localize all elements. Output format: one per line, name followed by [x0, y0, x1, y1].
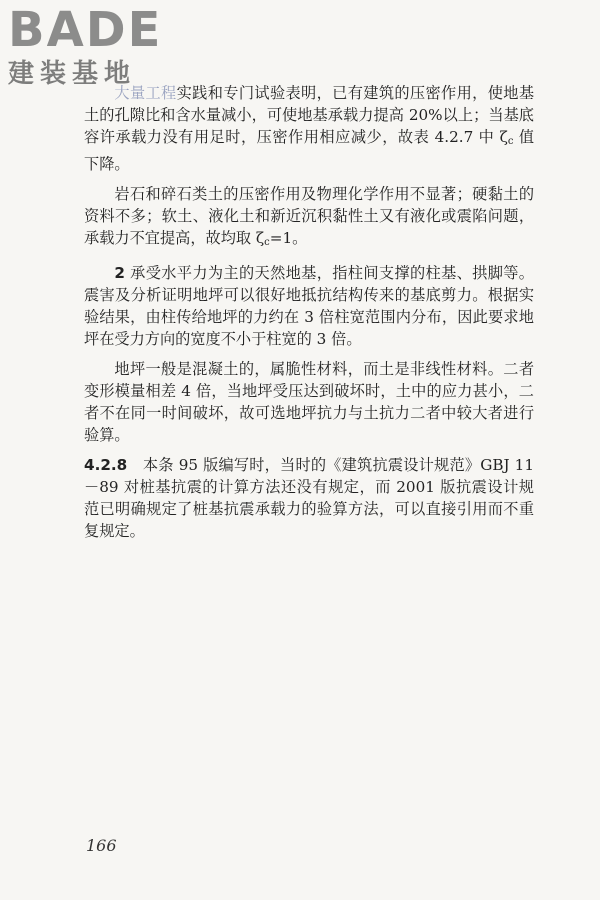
paragraph-3-text: 承受水平力为主的天然地基，指柱间支撑的柱基、拱脚等。震害及分析证明地坪可以很好地抵抗结构传来的基底剪力。根据实验结果，由柱传给地坪的力约在 3 倍柱宽范围内分布，因此要求地坪在受力方向的宽度不小于柱宽的 3 倍。 — [84, 264, 534, 348]
page-number: 166 — [86, 836, 117, 855]
logo-brand: BADE — [8, 2, 163, 58]
paragraph-2 — [84, 183, 534, 254]
paragraph-2-text: 岩石和碎石类土的压密作用及物理化学作用不显著；硬黏土的资料不多；软土、液化土和新近沉积黏性土又有液化或震陷问题，承载力不宜提高，故均取 ζ — [84, 185, 534, 247]
zeta-subscript: c — [507, 136, 514, 147]
paragraph-1-end: 值下降。 — [84, 128, 535, 173]
section-number: 4.2.8 — [84, 456, 128, 474]
paragraph-1 — [84, 82, 534, 175]
logo-subtitle: 建装基地 — [8, 59, 137, 89]
paragraph-2-end: =1。 — [269, 229, 308, 247]
paragraph-3 — [84, 262, 534, 350]
zeta-subscript: c — [264, 237, 270, 248]
paragraph-4-text: 地坪一般是混凝土的，属脆性材料，而土是非线性材料。二者变形模量相差 4 倍，当地坪受压达到破坏时，土中的应力甚小，二者不在同一时间破坏，故可选地坪抗力与土抗力二者中较大者进行验算。 — [84, 360, 534, 444]
paragraph-5-text: 本条 95 版编写时，当时的《建筑抗震设计规范》GBJ 11－89 对桩基抗震的计算方法还没有规定，而 2001 版抗震设计规范已明确规定了桩基抗震承载力的验算方法，可以直接引用而不重复规定。 — [84, 456, 534, 540]
paragraph-1-text: 实践和专门试验表明，已有建筑的压密作用，使地基土的孔隙比和含水量减小，可使地基承载力提高 20%以上；当基底容许承载力没有用足时，压密作用相应减少，故表 4.2.7 中 ζ — [84, 84, 534, 146]
paragraph-1-faded-start: 大量工程 — [114, 84, 177, 102]
item-number: 2 — [114, 264, 125, 282]
paragraph-4 — [84, 358, 534, 446]
paragraph-5 — [84, 454, 534, 542]
document-body — [84, 82, 534, 550]
